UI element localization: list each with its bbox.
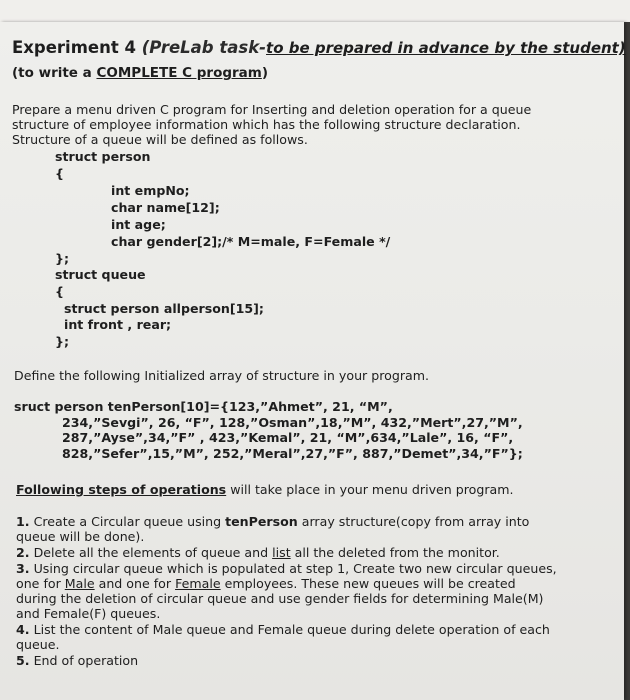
struct-person-header: struct person xyxy=(55,149,151,164)
struct-person-field: int empNo; xyxy=(111,183,190,198)
step-3-line-4: and Female(F) queues. xyxy=(16,606,161,621)
array-line-4: 828,”Sefer”,15,”M”, 252,”Meral”,27,”F”, 887,”Demet”,34,”F”}; xyxy=(62,446,523,461)
step-text: Create a Circular queue using xyxy=(29,514,226,529)
step-3-line-3: during the deletion of circular queue and use gender fields for determining Male(M) xyxy=(16,591,544,606)
step-underlined-term: Female xyxy=(175,576,221,591)
array-line-2: 234,”Sevgi”, 26, “F”, 128,”Osman”,18,”M”, 432,”Mert”,27,”M”, xyxy=(62,415,523,430)
step-text: employees. These new queues will be created xyxy=(220,576,516,591)
step-text: and one for xyxy=(94,576,176,591)
array-line-3: 287,”Ayse”,34,”F” , 423,”Kemal”, 21, “M”,634,”Lale”, 16, “F”, xyxy=(62,430,514,445)
title-prefix: Experiment 4 xyxy=(12,38,142,57)
step-number: 2. xyxy=(16,545,30,560)
intro-line-3: Structure of a queue will be defined as follows. xyxy=(12,132,308,147)
step-text: List the content of Male queue and Female queue during delete operation of each xyxy=(29,622,550,637)
step-text: one for xyxy=(16,576,65,591)
subtitle-underlined: COMPLETE C program xyxy=(96,65,262,81)
step-1 xyxy=(16,515,529,529)
step-number: 4. xyxy=(16,622,30,637)
step-underlined-term: list xyxy=(272,545,291,560)
struct-person-field: char name[12]; xyxy=(111,200,220,215)
step-2 xyxy=(16,546,500,560)
subtitle-suffix: ) xyxy=(261,65,269,81)
step-text: array structure(copy from array into xyxy=(297,514,530,529)
step-3-line-2 xyxy=(16,577,516,591)
struct-queue-header: struct queue xyxy=(55,267,146,282)
step-number: 1. xyxy=(16,514,30,529)
subtitle-prefix: (to write a xyxy=(12,65,97,81)
steps-heading-rest: will take place in your menu driven program. xyxy=(226,482,514,497)
step-4 xyxy=(16,623,550,637)
title-task-underlined: to be prepared in advance by the student) xyxy=(266,39,626,57)
struct-person-field: char gender[2];/* M=male, F=Female */ xyxy=(111,234,391,249)
struct-queue-field: struct person allperson[15]; xyxy=(64,301,264,316)
struct-person-brace-open: { xyxy=(55,166,64,181)
step-3 xyxy=(16,562,557,576)
array-line-1: sruct person tenPerson[10]={123,”Ahmet”, 21, “M”, xyxy=(14,399,393,414)
define-instruction: Define the following Initialized array of structure in your program. xyxy=(14,368,429,383)
step-text: all the deleted from the monitor. xyxy=(290,545,500,560)
subtitle xyxy=(12,66,268,80)
struct-queue-field: int front , rear; xyxy=(64,317,172,332)
struct-person-field: int age; xyxy=(111,217,166,232)
title-task-label: (PreLab task- xyxy=(141,38,267,57)
intro-line-1: Prepare a menu driven C program for Inserting and deletion operation for a queue xyxy=(12,102,532,117)
step-1-continued: queue will be done). xyxy=(16,529,145,544)
struct-queue-brace-open: { xyxy=(55,284,64,299)
step-5 xyxy=(16,654,138,668)
struct-queue-brace-close: }; xyxy=(55,334,70,349)
step-bold-term: tenPerson xyxy=(225,514,298,529)
step-text: Using circular queue which is populated at step 1, Create two new circular queues, xyxy=(29,561,557,576)
experiment-title xyxy=(12,38,626,57)
struct-person-brace-close: }; xyxy=(55,251,70,266)
step-text: Delete all the elements of queue and xyxy=(29,545,273,560)
step-number: 3. xyxy=(16,561,30,576)
photo-top-strip xyxy=(0,0,630,22)
step-4-continued: queue. xyxy=(16,637,60,652)
step-text: End of operation xyxy=(29,653,139,668)
steps-heading-underlined: Following steps of operations xyxy=(16,482,227,497)
step-underlined-term: Male xyxy=(64,576,95,591)
steps-heading xyxy=(16,483,514,497)
step-number: 5. xyxy=(16,653,30,668)
intro-line-2: structure of employee information which has the following structure declaration. xyxy=(12,117,521,132)
